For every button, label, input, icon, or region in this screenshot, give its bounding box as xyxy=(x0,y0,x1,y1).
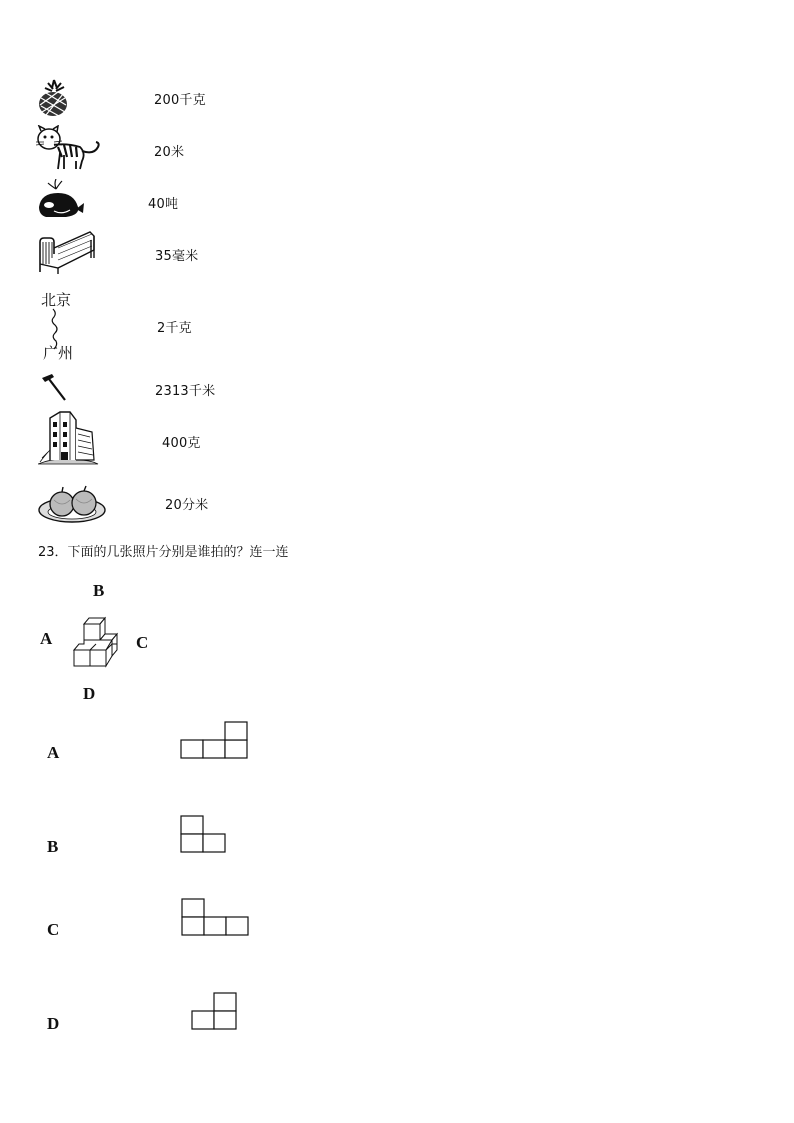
view-label-b: B xyxy=(47,837,59,856)
view-a-squares xyxy=(180,720,250,760)
view-label-d: D xyxy=(47,1014,60,1033)
view-d-squares xyxy=(191,991,241,1031)
view-c-squares xyxy=(181,897,253,937)
pineapple-icon xyxy=(36,78,72,118)
route-end-city: 广州 xyxy=(43,344,74,362)
apples-plate-icon xyxy=(38,484,108,524)
unit-label-3: 40吨 xyxy=(148,197,179,212)
unit-label-6: 2313千米 xyxy=(155,384,216,399)
view-b-squares xyxy=(180,814,230,854)
unit-label-4: 35毫米 xyxy=(155,249,199,264)
observer-label-right: C xyxy=(136,633,149,652)
unit-label-2: 20米 xyxy=(154,145,185,160)
tiger-icon xyxy=(36,125,102,171)
observer-label-top: B xyxy=(93,581,105,600)
view-label-a: A xyxy=(47,743,60,762)
route-start-city: 北京 xyxy=(41,291,72,309)
bed-icon xyxy=(36,228,96,274)
building-icon xyxy=(38,410,100,466)
cube-stack-figure xyxy=(72,616,120,668)
observer-label-bottom: D xyxy=(83,684,96,703)
unit-label-8: 20分米 xyxy=(165,498,209,513)
observer-label-left: A xyxy=(40,629,53,648)
nail-icon xyxy=(40,372,68,402)
unit-label-7: 400克 xyxy=(162,436,201,451)
view-label-c: C xyxy=(47,920,60,939)
whale-icon xyxy=(36,179,86,221)
unit-label-5: 2千克 xyxy=(157,321,192,336)
question-23-text: 23．下面的几张照片分别是谁拍的？连一连 xyxy=(38,545,289,560)
unit-label-1: 200千克 xyxy=(154,93,206,108)
